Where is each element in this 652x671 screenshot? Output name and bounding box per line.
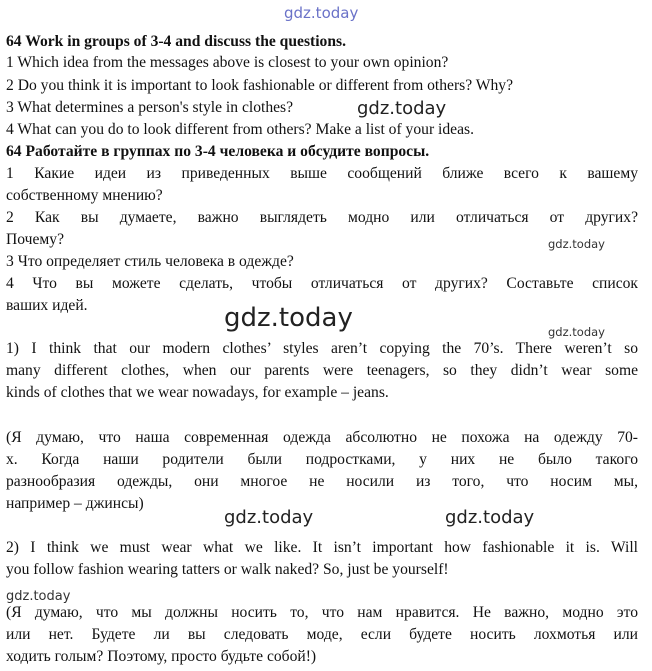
watermark-small-a: gdz.today [548, 237, 605, 251]
watermark-q3: gdz.today [357, 98, 447, 119]
watermark-small-c: gdz.today [6, 589, 71, 604]
question-4-ru-line2: ваших идей. [6, 297, 88, 314]
question-2-ru-line1: 2 Как вы думаете, важно выглядеть модно или отличаться от других? [6, 209, 638, 226]
watermark-small-b: gdz.today [548, 325, 605, 339]
question-2-en: 2 Do you think it is important to look fashionable or different from others? Why? [6, 77, 513, 94]
question-3-ru: 3 Что определяет стиль человека в одежде? [6, 253, 294, 270]
answer-1-ru-line3: разнообразия одежды, они многое не носили из того, что носим мы, [6, 473, 638, 490]
answer-1-en-line3: kinds of clothes that we wear nowadays, for example – jeans. [6, 384, 389, 401]
watermark-bottom-right: gdz.today [445, 507, 535, 528]
task-heading-ru: 64 Работайте в группах по 3-4 человека и обсудите вопросы. [6, 143, 430, 160]
answer-2-ru-line1: (Я думаю, что мы должны носить то, что нам нравится. Не важно, модно это [6, 604, 638, 621]
task-heading-en: 64 Work in groups of 3-4 and discuss the questions. [6, 33, 346, 50]
answer-2-en-line1: 2) I think we must wear what we like. It isn’t important how fashionable it is. Will [6, 539, 638, 556]
question-4-en: 4 What can you do to look different from others? Make a list of your ideas. [6, 121, 474, 138]
answer-1-ru-line1: (Я думаю, что наша современная одежда абсолютно не похожа на одежду 70- [6, 429, 638, 446]
answer-2-en-line2: you follow fashion wearing tatters or walk naked? So, just be yourself! [6, 561, 449, 578]
question-3-en: 3 What determines a person's style in clothes? [6, 99, 294, 116]
question-4-ru-line1: 4 Что вы можете сделать, чтобы отличаться от других? Составьте список [6, 275, 638, 292]
answer-2-ru-line3: ходить голым? Поэтому, просто будьте собой!) [6, 648, 317, 665]
watermark-bottom-left: gdz.today [224, 507, 314, 528]
watermark-top: gdz.today [284, 4, 359, 22]
answer-2-ru-line2: или нет. Будете ли вы следовать моде, если будете носить лохмотья или [6, 626, 638, 643]
question-1-ru-line1: 1 Какие идеи из приведенных выше сообщений ближе всего к вашему [6, 165, 638, 182]
answer-1-en-line1: 1) I think that our modern clothes’ styles aren’t copying the 70’s. There weren’t so [6, 340, 638, 357]
answer-1-ru-line4: например – джинсы) [6, 495, 144, 512]
question-2-ru-line2: Почему? [6, 231, 65, 248]
answer-1-ru-line2: х. Когда наши родители были подростками, у них не было такого [6, 451, 638, 468]
question-1-en: 1 Which idea from the messages above is closest to your own opinion? [6, 54, 449, 71]
question-1-ru-line2: собственному мнению? [6, 187, 163, 204]
answer-1-en-line2: many different clothes, when our parents were teenagers, so they didn’t wear some [6, 362, 638, 379]
watermark-big: gdz.today [224, 303, 353, 333]
